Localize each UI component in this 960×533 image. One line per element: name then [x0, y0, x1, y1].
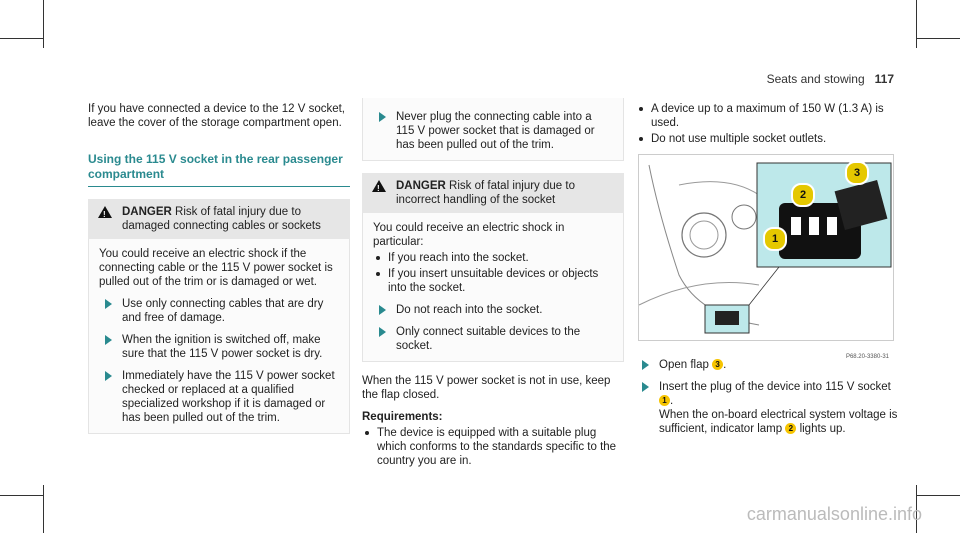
callout-ref-icon: 2	[785, 423, 796, 434]
callout-2-icon: 2	[791, 183, 815, 207]
intro-text: If you have connected a device to the 12 V socket, leave the cover of the storage compartment open.	[88, 103, 345, 129]
step	[99, 369, 339, 425]
bullet-icon	[639, 107, 643, 111]
bullet-icon	[639, 137, 643, 141]
column-2	[362, 98, 624, 468]
danger-continuation	[362, 98, 624, 161]
list-item	[636, 132, 898, 146]
bullet-text: If you insert unsuitable devices or objects into the socket.	[388, 268, 599, 294]
step-arrow-icon	[642, 360, 649, 370]
danger-box	[362, 173, 624, 362]
step-text: Immediately have the 115 V power socket checked or replaced at a qualified specialized workshop if it is damaged or has been pulled out of the trim.	[122, 370, 335, 424]
bullet-icon	[376, 272, 380, 276]
danger-text: You could receive an electric shock in particular:	[373, 222, 565, 248]
crop-mark	[916, 38, 960, 39]
step-arrow-icon	[105, 299, 112, 309]
step-text: lights up.	[799, 423, 846, 435]
crop-mark	[43, 0, 44, 48]
step	[373, 110, 613, 152]
column-3	[636, 102, 898, 146]
step-arrow-icon	[379, 112, 386, 122]
step-arrow-icon	[379, 327, 386, 337]
bullet-text: Do not use multiple socket outlets.	[651, 133, 827, 145]
danger-title: Risk of fatal injury due to damaged connecting cables or sockets	[122, 206, 321, 232]
watermark: carmanualsonline.info	[746, 504, 922, 524]
bullet-text: If you reach into the socket.	[388, 252, 529, 264]
step: Open flap 3 .	[636, 358, 898, 372]
danger-body	[88, 239, 350, 434]
heading-rule	[88, 186, 350, 187]
section-title: Seats and stowing	[766, 72, 865, 86]
danger-title: Risk of fatal injury due to incorrect handling of the socket	[396, 180, 575, 206]
step-arrow-icon	[105, 371, 112, 381]
callout-1-icon: 1	[763, 227, 787, 251]
danger-text: You could receive an electric shock if the connecting cable or the 115 V power socket is pulled out of the trim or is damaged or wet.	[99, 248, 333, 288]
bullet-icon	[376, 256, 380, 260]
step-text: Use only connecting cables that are dry and free of damage.	[122, 298, 324, 324]
danger-label: DANGER	[122, 206, 172, 218]
step-text: Open flap	[659, 359, 709, 371]
list-item	[373, 267, 613, 295]
step	[373, 325, 613, 353]
page-header	[767, 72, 894, 86]
step	[373, 303, 613, 317]
crop-mark	[916, 0, 917, 48]
step-text: Do not reach into the socket.	[396, 304, 543, 316]
step-text: When the ignition is switched off, make sure that the 115 V power socket is dry.	[122, 334, 323, 360]
step	[99, 297, 339, 325]
page-number: 117	[874, 72, 894, 86]
step-text: When the on-board electrical system voltage is sufficient, indicator lamp	[659, 409, 898, 435]
step: Insert the plug of the device into 115 V socket 1 . When the on-board electrical system voltage is sufficient, indicator lamp 2 lights up.	[636, 380, 898, 436]
step-text: Never plug the connecting cable into a 115 V power socket that is damaged or has been pulled out of the trim.	[396, 111, 595, 151]
step-arrow-icon	[379, 305, 386, 315]
crop-mark	[43, 485, 44, 533]
danger-label: DANGER	[396, 180, 446, 192]
requirements-label: Requirements:	[362, 411, 443, 423]
step	[99, 333, 339, 361]
danger-body	[362, 213, 624, 362]
crop-mark	[0, 495, 44, 496]
list-item	[362, 426, 624, 468]
callout-ref-icon: 3	[712, 359, 723, 370]
bullet-text: A device up to a maximum of 150 W (1.3 A) is used.	[651, 103, 884, 129]
danger-header	[362, 173, 624, 213]
list-item	[636, 102, 898, 130]
warning-icon	[98, 206, 112, 218]
figure-code: P68.20-3380-31	[845, 354, 889, 360]
step-text: Only connect suitable devices to the socket.	[396, 326, 581, 352]
step-text: Insert the plug of the device into 115 V socket	[659, 381, 891, 393]
callout-3-icon: 3	[845, 161, 869, 185]
bullet-text: The device is equipped with a suitable plug which conforms to the standards specific to the country you are in.	[377, 427, 617, 467]
danger-box	[88, 199, 350, 434]
danger-header	[88, 199, 350, 239]
step-arrow-icon	[642, 382, 649, 392]
warning-icon	[372, 180, 386, 192]
column-1	[88, 102, 350, 434]
column-3-steps	[636, 350, 898, 436]
socket-illustration	[638, 154, 894, 360]
step-arrow-icon	[105, 335, 112, 345]
list-item	[373, 251, 613, 265]
callout-ref-icon: 1	[659, 395, 670, 406]
note-text: When the 115 V power socket is not in use, keep the flap closed.	[362, 375, 611, 401]
crop-mark	[0, 38, 44, 39]
bullet-icon	[365, 431, 369, 435]
section-heading: Using the 115 V socket in the rear passenger compartment	[88, 152, 343, 181]
crop-mark	[916, 495, 960, 496]
